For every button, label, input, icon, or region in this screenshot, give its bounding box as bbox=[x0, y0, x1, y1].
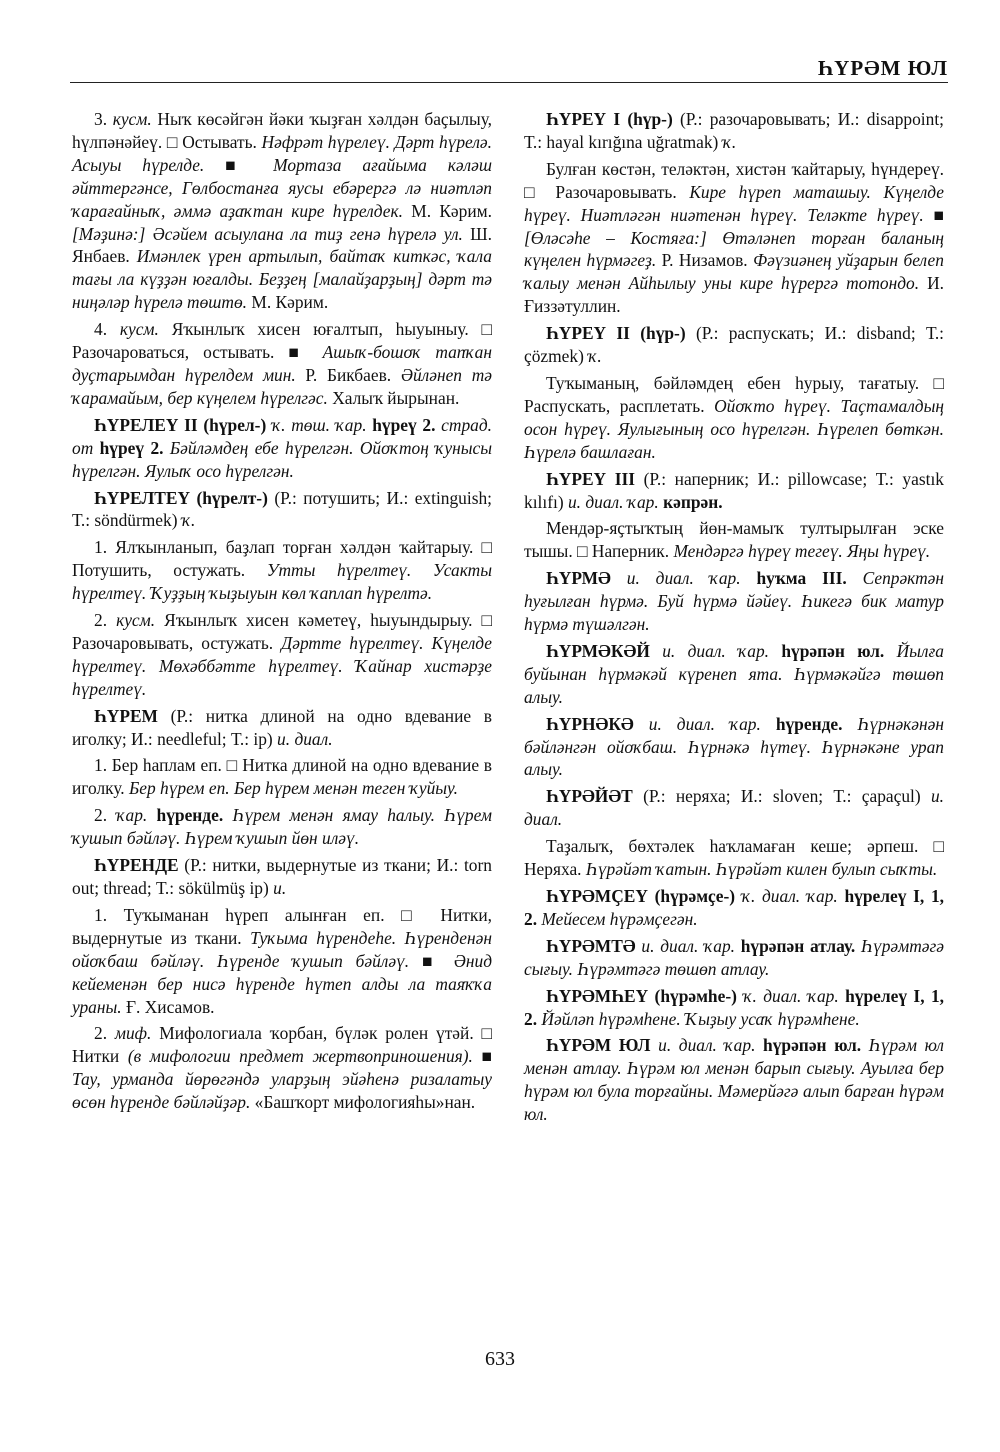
entry-sense: 3. кусм. Ныҡ көсәйгән йәки ҡыҙған хәлдән баҫылыу, һүлпәнәйеү. □ Остывать. Нәфрәт һүрелеү. Дәрт һүрелә. Асыуы һүрелде. ■ Мортаза ағайыма кәләш әйттергәнсе, Гөлбостанға яусы ебәрергә лә ниәтләп ҡарағайныҡ, әммә аҙаҡтан кире һүрелдек. М. Кәрим. [Мәҙинә:] Әсәйем асыулана ла тиҙ генә һүрелә ул. Ш. Янбаев. Имәнлек үрен артылып, байтаҡ киткәс, ҡала тағы ла күҙҙән юғалды. Беҙҙең [малайҙарҙың] дәрт тә ниңәләр һүрелә төштө. М. Кәрим. bbox=[72, 109, 492, 313]
dictionary-entry: ҺҮРӘЙӘТ (Р.: неряха; И.: sloven; Т.: çapaçul) и. диал. bbox=[524, 786, 944, 830]
entry-sense: Мендәр-яҫтыҡтың йөн-мамыҡ тултырылған эске тышы. □ Наперник. Мендәргә һүреү тегеү. Яңы һүреү. bbox=[524, 518, 944, 562]
headword: ҺҮРЕҮ I (һүр-) bbox=[546, 109, 673, 129]
headword: ҺҮРМӘКӘЙ bbox=[546, 640, 650, 661]
right-column bbox=[524, 108, 944, 1130]
dictionary-entry: ҺҮРЕМ (Р.: нитка длиной на одно вдевание в иголку; И.: needleful; Т.: ip) и. диал. bbox=[72, 705, 492, 749]
entry-sense: 2. миф. Мифологиала ҡорбан, бүләк ролен үтәй. □ Нитки (в мифологии предмет жертвоприношения). ■ Тау, урманда йөрөгәндә уларҙың эйәһенә ризалатыу өсөн һүренде бәйләйҙәр. «Башҡорт мифологияһы»нан. bbox=[72, 1023, 493, 1113]
entry-sense: 1. Бер һаплам еп. □ Нитка длиной на одно вдевание в иголку. Бер һүрем еп. Бер һүрем менән теген ҡуйыу. bbox=[72, 755, 492, 799]
headword: ҺҮРЕМ bbox=[94, 705, 158, 726]
entry-sense: 1. Ялҡынланып, баҙлап торған хәлдән ҡайтарыу. □ Потушить, остужать. Утты һүрелтеү. Усакты һүрелтеү. Ҡуҙҙың ҡыҙыуын көл ҡаплап һүрелтә. bbox=[72, 537, 492, 604]
headword: ҺҮРМӘ bbox=[546, 568, 611, 589]
dictionary-entry: ҺҮРЕЛТЕҮ (һүрелт-) (Р.: потушить; И.: extinguish; Т.: söndürmek) ҡ. bbox=[72, 487, 492, 531]
header-rule bbox=[70, 82, 948, 83]
running-head: ҺҮРӘМ ЮЛ bbox=[817, 56, 948, 80]
headword: ҺҮРӘМҪЕҮ (һүрәмҫе-) bbox=[546, 886, 736, 906]
entry-sense: Булған көстән, теләктән, хистән ҡайтарыу, һүндереү. □ Разочаровывать. Кире һүреп маташыу. Күңелде һүреү. Ниәтләгән ниәтенән һүреү. Теләкте һүреү. ■ [Өләсәһе – Костяға:] Өтәләнеп торған баланың күңелен һүрмәгеҙ. Р. Низамов. Фәүзиәнең уйҙарын белеп ҡалыу менән Айһылыу уны кире һүрергә тотондо. И. Ғиззәтуллин. bbox=[524, 158, 945, 317]
left-column bbox=[72, 108, 492, 1118]
dictionary-entry: ҺҮРӘМҺЕҮ (һүрәмһе-) ҡ. диал. ҡар. һүрелеү I, 1, 2. Йәйләп һүрәмһене. Ҡыҙыу усаҡ һүрәмһене. bbox=[524, 985, 944, 1029]
dictionary-entry: ҺҮРЕҮ III (Р.: наперник; И.: pillowcase; Т.: yastık kılıfı) и. диал. ҡар. кәпрән. bbox=[524, 468, 944, 512]
entry-sense: 2. кусм. Яҡынлыҡ хисен кәметеү, һыуындырыу. □ Разочаровывать, остужать. Дәртте һүрелтеү. Күңелде һүрелтеү. Мөхәббәтте һүрелтеү. Ҡайнар хистәрҙе һүрелтеү. bbox=[72, 610, 493, 699]
dictionary-entry: ҺҮРМӘКӘЙ и. диал. ҡар. һүрәпән юл. Йылға буйынан һүрмәкәй күренеп ята. Һүрмәкәйгә төшөп алыу. bbox=[524, 640, 944, 707]
dictionary-entry: ҺҮРӘМҪЕҮ (һүрәмҫе-) ҡ. диал. ҡар. һүрелеү I, 1, 2. Мейесем һүрәмҫегән. bbox=[524, 886, 945, 929]
headword: ҺҮРНӘКӘ bbox=[546, 713, 634, 734]
headword: ҺҮРЕНДЕ bbox=[94, 855, 179, 876]
headword: ҺҮРӘМҺЕҮ (һүрәмһе-) bbox=[546, 985, 737, 1006]
dictionary-entry: ҺҮРӘМ ЮЛ и. диал. ҡар. һүрәпән юл. Һүрәм юл менән атлау. Һүрәм юл менән барып сығыу. Ауылға бер һүрәм юл була торғайны. Мәмерйәгә алып барған һүрәм юл. bbox=[524, 1035, 944, 1125]
page-number: 633 bbox=[485, 1348, 515, 1370]
dictionary-entry: ҺҮРӘМТӘ и. диал. ҡар. һүрәпән атлау. Һүрәмтәгә сығыу. Һүрәмтәгә төшөп атлау. bbox=[524, 935, 944, 979]
dictionary-entry: ҺҮРЕҮ I (һүр-) (Р.: разочаровывать; И.: disappoint; Т.: hayal kırığına uğratmak) ҡ. bbox=[524, 109, 944, 152]
dictionary-entry: ҺҮРЕҮ II (һүр-) (Р.: распускать; И.: disband; Т.: çözmek) ҡ. bbox=[524, 323, 945, 367]
dictionary-entry: ҺҮРНӘКӘ и. диал. ҡар. һүренде. Һүрнәкәнән бәйләнгән ойоҡбаш. Һүрнәкә һүтеү. Һүрнәкәне урап алыу. bbox=[524, 713, 944, 780]
entry-sense: 1. Туҡыманан һүреп алынған еп. □ Нитки, выдернутые из ткани. Туҡыма һүрендеһе. Һүренденән ойоҡбаш бәйләү. Һүренде ҡушып бәйләү. ■ Әнид кейеменән бер нисә һүренде һүтеп алды ла таяҡҡа ураны. Ғ. Хисамов. bbox=[72, 904, 493, 1017]
headword: ҺҮРЕЛТЕҮ (һүрелт-) bbox=[94, 487, 268, 508]
dictionary-entry: ҺҮРЕНДЕ (Р.: нитки, выдернутые из ткани; И.: torn out; thread; Т.: sökülmüş ip) и. bbox=[72, 855, 492, 898]
dictionary-entry: ҺҮРЕЛЕҮ II (һүрел-) ҡ. төш. ҡар. һүреү 2. страд. от һүреү 2. Бәйләмдең ебе һүрелгән. Ойоҡтоң ҡунысы һүрелгән. Яулыҡ осо һүрелгән. bbox=[72, 414, 492, 481]
entry-sense: 4. кусм. Яҡынлыҡ хисен юғалтып, һыуыныу. □ Разочароваться, остывать. ■ Ашыҡ-бошоҡ тапҡан дуҫтарымдан һүрелдем мин. Р. Бикбаев. Әйләнеп тә ҡарамайым, бер күңелем һүрелгәс. Халыҡ йырынан. bbox=[72, 319, 492, 408]
entry-sense: Таҙалыҡ, бөхтәлек һаҡламаған кеше; әрпеш. □ Неряха. Һүрәйәт ҡатын. Һүрәйәт килен булып сыҡты. bbox=[524, 836, 944, 880]
entry-sense: 2. ҡар. һүренде. Һүрем менән ямау һалыу. Һүрем ҡушып бәйләү. Һүрем ҡушып йөн иләү. bbox=[72, 805, 492, 849]
headword: ҺҮРӘЙӘТ bbox=[546, 786, 633, 807]
entry-sense: Туҡыманың, бәйләмдең ебен һурыу, тағатыу. □ Распускать, расплетать. Ойоҡто һүреү. Таҫтамалдың осон һүреү. Яулығының осо һүрелгән. Һүрелеп бөткән. Һүрелә башлаған. bbox=[524, 372, 945, 462]
headword: ҺҮРЕҮ III bbox=[546, 468, 635, 489]
dictionary-entry: ҺҮРМӘ и. диал. ҡар. һуҡма III. Сепрәктән һуғылған һүрмә. Буй һүрмә йәйеү. Һикегә бик матур һүрмә түшәлгән. bbox=[524, 568, 944, 635]
page-header bbox=[70, 56, 948, 78]
headword: ҺҮРЕЛЕҮ II (һүрел-) bbox=[94, 414, 267, 435]
headword: ҺҮРЕҮ II (һүр-) bbox=[546, 323, 686, 344]
headword: ҺҮРӘМТӘ bbox=[546, 935, 636, 956]
headword: ҺҮРӘМ ЮЛ bbox=[546, 1035, 651, 1056]
